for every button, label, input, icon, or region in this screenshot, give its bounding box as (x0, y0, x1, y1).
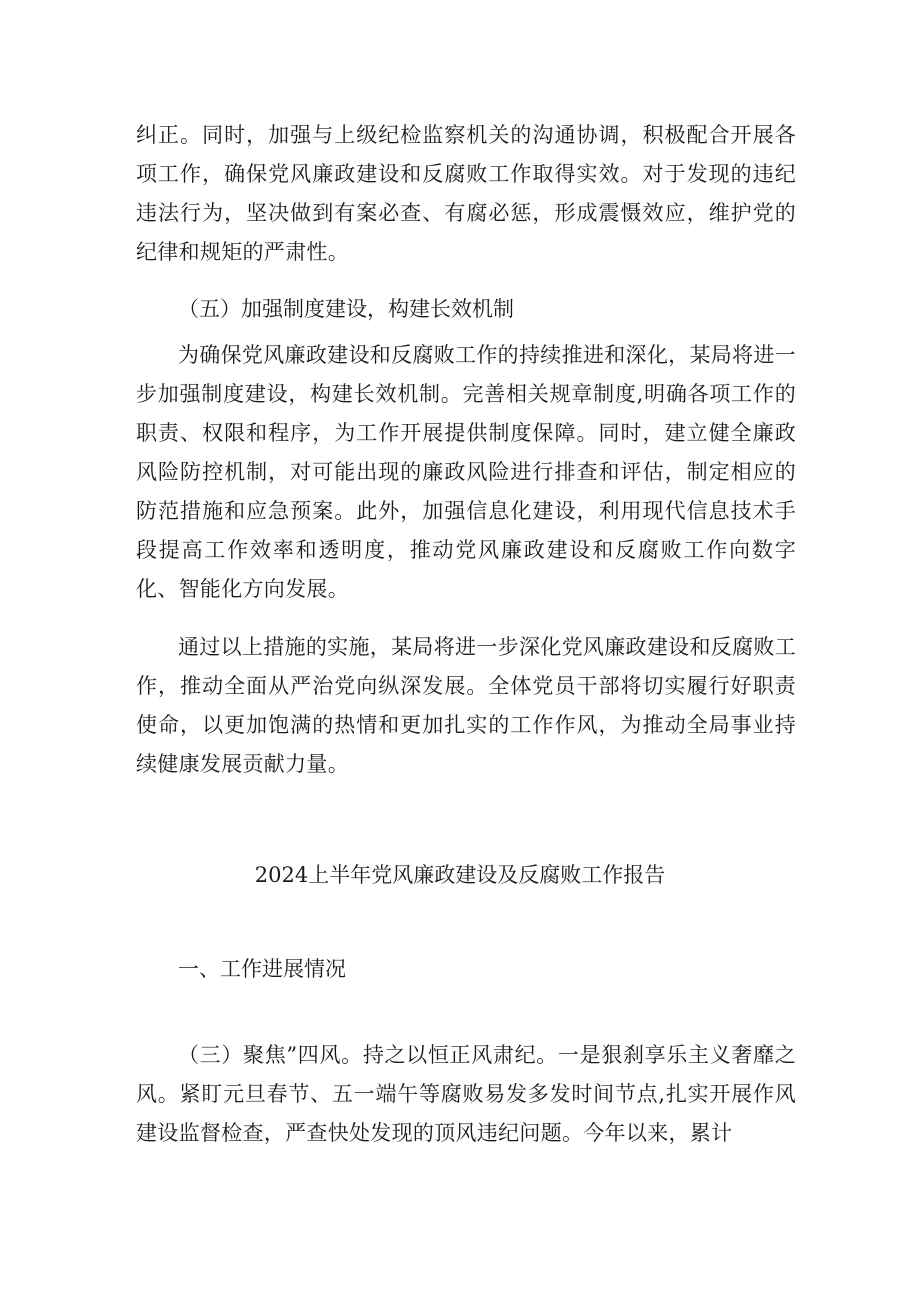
section-heading-one: 一、工作进展情况 (178, 957, 346, 981)
report-title: 2024上半年党风廉政建设及反腐败工作报告 (254, 863, 666, 887)
paragraph-system-building: 为确保党风廉政建设和反腐败工作的持续推进和深化，某局将进一步加强制度建设，构建长效机制。完善相关规章制度,明确各项工作的职责、权限和程序，为工作开展提供制度保障。同时，建立健全廉政风险防控机制，对可能出现的廉政风险进行排查和评估，制定相应的防范措施和应急预案。此外，加强信息化建设，利用现代信息技术手段提高工作效率和透明度，推动党风廉政建设和反腐败工作向数字化、智能化方向发展。 (136, 343, 796, 601)
subheading-five: （五）加强制度建设，构建长效机制 (178, 297, 514, 321)
paragraph-four-winds: （三）聚焦”四风。持之以恒正风肃纪。一是狠刹享乐主义奢靡之风。紧盯元旦春节、五一端午等腐败易发多发时间节点,扎实开展作风建设监督检查，严查快处发现的顶风违纪问题。今年以来，累计 (136, 1043, 796, 1145)
paragraph-continuation: 纠正。同时，加强与上级纪检监察机关的沟通协调，积极配合开展各项工作，确保党风廉政建设和反腐败工作取得实效。对于发现的违纪违法行为，坚决做到有案必查、有腐必惩，形成震慑效应，维护党的纪律和规矩的严肃性。 (136, 123, 796, 264)
paragraph-conclusion: 通过以上措施的实施，某局将进一步深化党风廉政建设和反腐败工作，推动全面从严治党向纵深发展。全体党员干部将切实履行好职责使命，以更加饱满的热情和更加扎实的工作作风，为推动全局事业持续健康发展贡献力量。 (136, 635, 796, 776)
